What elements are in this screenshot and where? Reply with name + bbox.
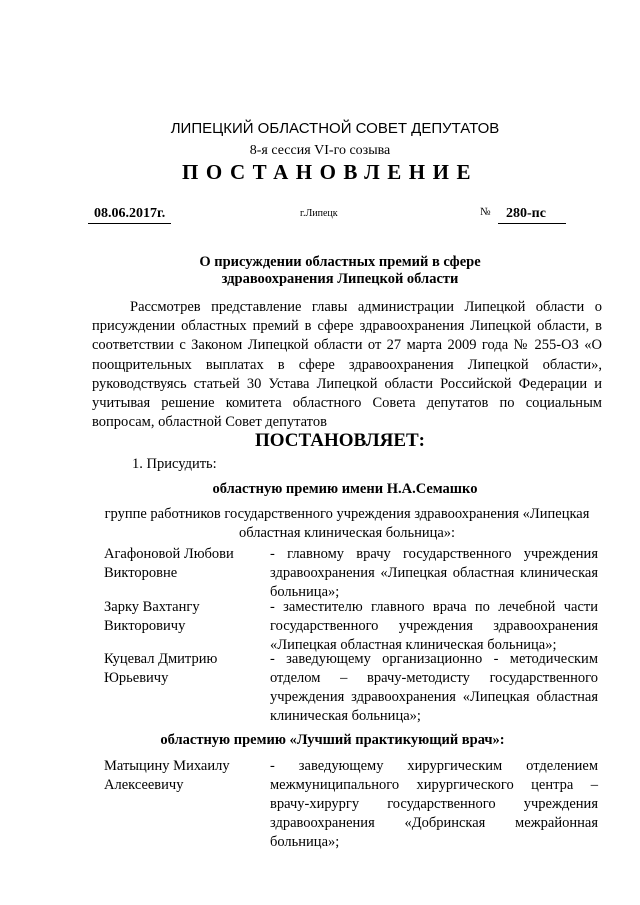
recipient-name-line: Алексеевичу [104,777,184,793]
recipient-name-line: Зарку Вахтангу [104,599,200,615]
recipient-name [104,598,264,636]
subject-line: здравоохранения Липецкой области [221,271,459,287]
recipient-position: - заместителю главного врача по лечебной части государственного учреждения здравоохранения «Липецкая областная клиническая больница»; [270,599,598,653]
document-number: 280-пс [498,206,566,224]
award-semashko-title: областную премию имени Н.А.Семашко [212,481,478,497]
recipient-name-line: Агафоновой Любови [104,546,234,562]
recipient-position: - заведующему хирургическим отделением межмуниципального хирургического центра – врачу-хирургу государственного учреждения здравоохранения «Добринская межрайонная больница»; [270,758,598,850]
document-date: 08.06.2017г. [88,206,171,224]
recipient-position: - заведующему организационно - методическим отделом – врачу-методисту государственного учреждения здравоохранения «Липецкая областная клиническая больница»; [270,651,598,724]
number-sign: № [480,206,491,218]
preamble-paragraph: Рассмотрев представление главы администрации Липецкой области о присуждении областных премий в сфере здравоохранения Липецкой области, в соответствии с Законом Липецкой области от 27 марта 2009 года № 255-ОЗ «О поощрительных выплатах в сфере здравоохранения Липецкой области», руководствуясь статьей 30 Устава Липецкой области Российской Федерации и учитывая решение комитета областного Совета депутатов по социальным вопросам, областной Совет депутатов [92,299,602,431]
session-info: 8-я сессия VI-го созыва [249,143,391,158]
recipient-name [104,757,264,795]
document-city: г.Липецк [300,208,338,219]
recipient-name-line: Юрьевичу [104,670,169,686]
award-best-doctor-title: областную премию «Лучший практикующий врач»: [160,732,505,748]
recipient-name-line: Матыцину Михаилу [104,758,230,774]
document-title: ПОСТАНОВЛЕНИЕ [182,160,478,184]
recipient-name-line: Викторовичу [104,618,186,634]
recipient-name-line: Викторовне [104,565,178,581]
group-line: областная клиническая больница»: [238,525,456,541]
recipient-name [104,650,264,688]
recipient-name [104,545,264,583]
recipient-position: - главному врачу государственного учреждения здравоохранения «Липецкая областная клиническая больница»; [270,546,598,600]
document-subject [0,254,640,288]
item-1: 1. Присудить: [132,456,217,472]
award-group-description [92,505,602,543]
council-name: ЛИПЕЦКИЙ ОБЛАСТНОЙ СОВЕТ ДЕПУТАТОВ [170,120,500,137]
group-line: группе работников государственного учреждения здравоохранения «Липецкая [104,506,590,522]
recipient-name-line: Куцевал Дмитрию [104,651,218,667]
subject-line: О присуждении областных премий в сфере [199,254,481,270]
resolves-heading: ПОСТАНОВЛЯЕТ: [254,430,426,451]
